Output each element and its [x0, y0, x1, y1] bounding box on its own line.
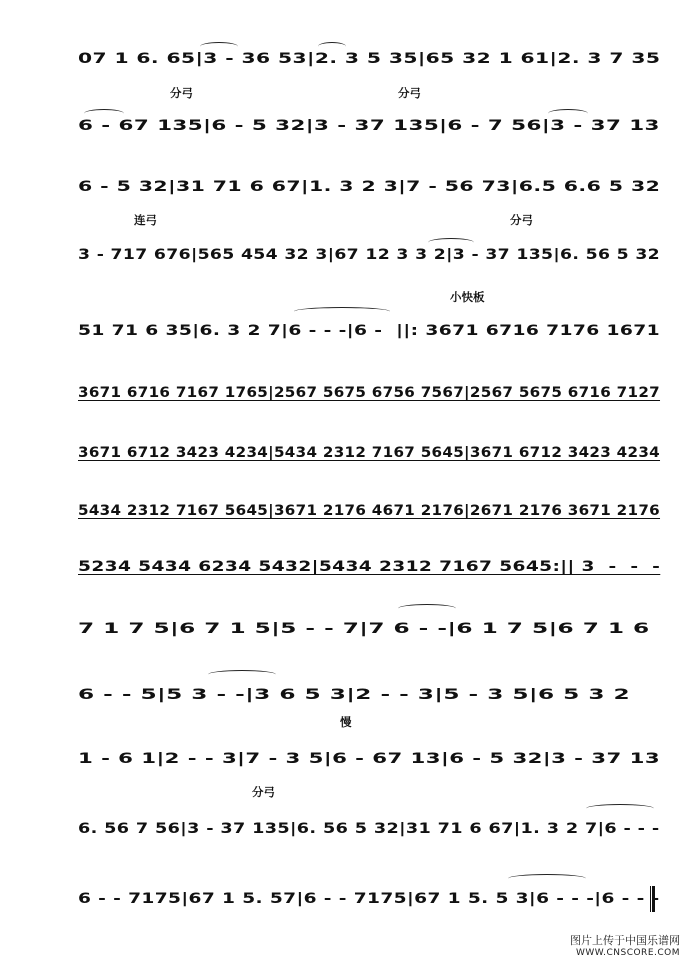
tempo-marking: 小快板	[450, 290, 485, 304]
score-line-6	[78, 378, 660, 408]
score-line-10	[78, 614, 660, 644]
notation-text: 6 - - 7175|67 1 5. 57|6 - - 7175|67 1 5. 5 3|6 - - -|6 - - -	[78, 891, 660, 907]
notation-text: 3671 6716 7167 1765|2567 5675 6756 7567|2567 5675 6716 7127	[78, 385, 661, 401]
score-line-12	[78, 715, 661, 774]
slur-mark	[398, 604, 456, 613]
notation-text: 3 - 717 676|565 454 32 3|67 12 3 3 2|3 - 37 135|6. 56 5 32	[78, 247, 661, 263]
score-line-9	[78, 552, 660, 582]
score-line-11	[78, 680, 660, 710]
notation-text: 07 1 6. 65|3 - 36 53|2. 3 5 35|65 32 1 61|2. 3 7 35	[78, 51, 661, 67]
watermark-url: WWW.CNSCORE.COM	[575, 948, 680, 958]
score-line-13	[78, 785, 660, 844]
notation-text: 6. 56 7 56|3 - 37 135|6. 56 5 32|31 71 6 67|1. 3 2 7|6 - - -	[78, 821, 660, 837]
bowing-annotation: 分弓	[510, 213, 533, 227]
notation-text: 3671 6712 3423 4234|5434 2312 7167 5645|3671 6712 3423 4234	[78, 445, 661, 461]
notation-text: 6 - 67 135|6 - 5 32|3 - 37 135|6 - 7 56|3 - 37 13	[78, 118, 660, 134]
slur-mark	[84, 109, 124, 118]
notation-text: 6 - - 5|5 3 - -|3 6 5 3|2 - - 3|5 - 3 5|6 5 3 2	[78, 687, 631, 703]
notation-text: 5234 5434 6234 5432|5434 2312 7167 5645:|| 3 - - -	[78, 559, 661, 575]
notation-text: 1 - 6 1|2 - - 3|7 - 3 5|6 - 67 13|6 - 5 32|3 - 37 13	[78, 751, 661, 767]
bowing-annotation: 分弓	[170, 86, 193, 100]
slur-mark	[586, 804, 654, 813]
bowing-annotation: 连弓	[134, 213, 157, 227]
score-line-1	[78, 44, 660, 74]
watermark-line: 图片上传于中国乐谱网	[570, 934, 680, 947]
score-line-5	[78, 290, 661, 346]
slur-mark	[548, 109, 588, 118]
final-barline	[650, 886, 655, 912]
score-line-7	[78, 438, 660, 468]
score-line-14	[78, 884, 660, 914]
site-watermark	[570, 934, 680, 960]
bowing-annotation: 分弓	[398, 86, 421, 100]
slur-mark	[428, 238, 474, 247]
notation-text: 5434 2312 7167 5645|3671 2176 4671 2176|2671 2176 3671 2176	[78, 503, 661, 519]
tempo-marking: 慢	[340, 715, 352, 729]
slur-mark	[200, 42, 238, 51]
notation-text: 51 71 6 35|6. 3 2 7|6 - - -|6 - ||: 3671 6716 7176 1671	[78, 323, 661, 339]
bowing-annotation: 分弓	[252, 785, 275, 799]
slur-mark	[208, 670, 276, 679]
notation-text: 7 1 7 5|6 7 1 5|5 - - 7|7 6 - -|6 1 7 5|6 7 1 6	[78, 621, 650, 637]
slur-mark	[508, 874, 586, 883]
slur-mark	[294, 307, 390, 316]
slur-mark	[318, 42, 346, 51]
score-line-4	[78, 213, 661, 270]
score-line-8	[78, 496, 660, 526]
score-line-3	[78, 172, 660, 202]
notation-text: 6 - 5 32|31 71 6 67|1. 3 2 3|7 - 56 73|6.5 6.6 5 32	[78, 179, 661, 195]
